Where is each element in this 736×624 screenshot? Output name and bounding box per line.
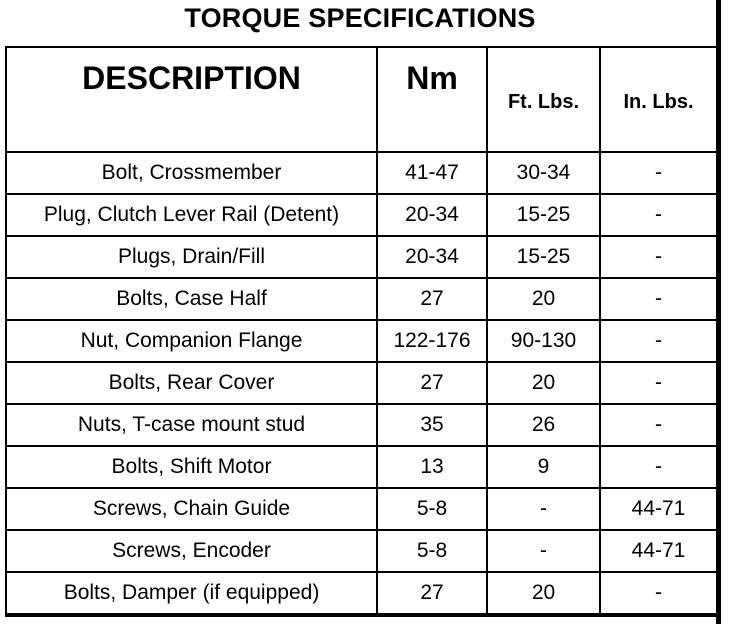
cell-in-lbs: - — [600, 404, 717, 446]
cell-ft-lbs: - — [487, 530, 600, 572]
table-row — [6, 446, 717, 488]
table-row — [6, 236, 717, 278]
cell-nm: 35 — [377, 404, 487, 446]
cell-nm: 20-34 — [377, 236, 487, 278]
cell-description: Bolt, Crossmember — [6, 152, 377, 194]
cell-ft-lbs: 20 — [487, 572, 600, 614]
cell-in-lbs: - — [600, 278, 717, 320]
cell-description: Nut, Companion Flange — [6, 320, 377, 362]
cell-description: Plug, Clutch Lever Rail (Detent) — [6, 194, 377, 236]
cell-ft-lbs: 30-34 — [487, 152, 600, 194]
cell-ft-lbs: 9 — [487, 446, 600, 488]
header-ft-lbs-label: Ft. Lbs. — [507, 91, 580, 113]
cell-nm: 13 — [377, 446, 487, 488]
cell-nm: 27 — [377, 278, 487, 320]
table-row — [6, 530, 717, 572]
cell-in-lbs: - — [600, 194, 717, 236]
table-row — [6, 278, 717, 320]
table-row — [6, 194, 717, 236]
cell-description: Bolts, Case Half — [6, 278, 377, 320]
cell-nm: 27 — [377, 362, 487, 404]
cell-in-lbs: - — [600, 236, 717, 278]
cell-in-lbs: - — [600, 362, 717, 404]
cell-nm: 27 — [377, 572, 487, 614]
cell-in-lbs: - — [600, 446, 717, 488]
column-header-nm — [377, 47, 487, 152]
cell-description: Bolts, Damper (if equipped) — [6, 572, 377, 614]
page-title: TORQUE SPECIFICATIONS — [184, 3, 536, 33]
cell-description: Nuts, T-case mount stud — [6, 404, 377, 446]
table-row — [6, 404, 717, 446]
table-row — [6, 572, 717, 614]
cell-in-lbs: 44-71 — [600, 488, 717, 530]
cell-in-lbs: - — [600, 152, 717, 194]
cell-nm: 41-47 — [377, 152, 487, 194]
cell-in-lbs: 44-71 — [600, 530, 717, 572]
header-nm-label: Nm — [406, 60, 458, 96]
cell-description: Screws, Chain Guide — [6, 488, 377, 530]
table-row — [6, 362, 717, 404]
cell-ft-lbs: - — [487, 488, 600, 530]
bottom-border-rule — [5, 614, 716, 617]
table-row — [6, 320, 717, 362]
cell-nm: 5-8 — [377, 488, 487, 530]
column-header-in-lbs — [600, 47, 717, 152]
table-header-row — [6, 47, 717, 152]
cell-nm: 122-176 — [377, 320, 487, 362]
cell-nm: 5-8 — [377, 530, 487, 572]
cell-nm: 20-34 — [377, 194, 487, 236]
cell-ft-lbs: 26 — [487, 404, 600, 446]
header-description-label: DESCRIPTION — [82, 60, 301, 96]
header-in-lbs-label: In. Lbs. — [623, 91, 694, 113]
column-header-ft-lbs — [487, 47, 600, 152]
cell-ft-lbs: 20 — [487, 362, 600, 404]
cell-ft-lbs: 90-130 — [487, 320, 600, 362]
column-header-description — [6, 47, 377, 152]
cell-description: Plugs, Drain/Fill — [6, 236, 377, 278]
torque-spec-table — [5, 46, 718, 615]
table-row — [6, 488, 717, 530]
cell-description: Bolts, Shift Motor — [6, 446, 377, 488]
cell-description: Screws, Encoder — [6, 530, 377, 572]
cell-description: Bolts, Rear Cover — [6, 362, 377, 404]
cell-ft-lbs: 15-25 — [487, 194, 600, 236]
cell-ft-lbs: 15-25 — [487, 236, 600, 278]
cell-in-lbs: - — [600, 572, 717, 614]
cell-ft-lbs: 20 — [487, 278, 600, 320]
table-row — [6, 152, 717, 194]
cell-in-lbs: - — [600, 320, 717, 362]
